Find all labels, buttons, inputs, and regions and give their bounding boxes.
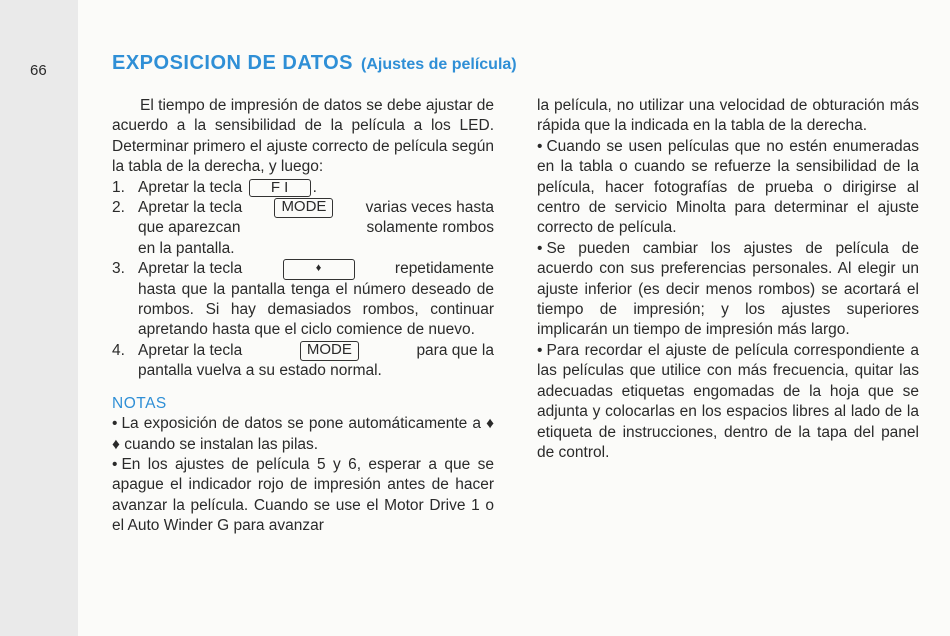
- step-text-cont: en la pantalla.: [138, 239, 235, 257]
- step-text: Apretar la tecla: [138, 341, 243, 359]
- note-text: Se pueden cambiar los ajustes de película de acuerdo con sus preferencias personales. Al elegir un ajuste inferior (es decir menos rombos) se acortará el tiempo de impresión; y los ajustes superiores implicarán un tiempo de impresión más largo.: [537, 239, 919, 339]
- step-text-cont: solamente rombos: [366, 219, 494, 237]
- step-item: [112, 178, 494, 198]
- mode-key: MODE: [274, 198, 333, 218]
- step-number: 4.: [112, 341, 125, 359]
- page-number: 66: [30, 62, 47, 79]
- page-title: [112, 52, 517, 75]
- note-text: En los ajustes de película 5 y 6, esperar a que se apague el indicador rojo de impresión antes de hacer avanzar la película. Cuando se use el Motor Drive 1 o el Auto Winder G para avanzar: [112, 455, 494, 535]
- bullet-dot-icon: •: [537, 341, 543, 359]
- bullet-dot-icon: •: [537, 239, 543, 257]
- mode-key: MODE: [300, 341, 359, 361]
- step-line: [138, 198, 494, 218]
- note-item: [112, 414, 494, 455]
- note-text: Cuando se usen películas que no estén enumeradas en la tabla o cuando se refuerze la sensibilidad de la película, hacer fotografías de prueba o dirigirse al centro de servicio Minolta para determinar el ajuste correcto de película.: [537, 137, 919, 237]
- note-item: [112, 455, 494, 537]
- continuation-paragraph: la película, no utilizar una velocidad de obturación más rápida que la indicada en la tabla de la derecha.: [537, 97, 919, 135]
- step-number: 3.: [112, 260, 125, 278]
- step-text-after: varias veces hasta: [365, 199, 494, 217]
- steps-list: [112, 178, 494, 382]
- note-text: Para recordar el ajuste de película correspondiente a las películas que utilice con más frecuencia, quitar las adecuadas etiquetas engomadas de la hoja que se adjunta y colocarlas en los espacios libres al lado de la etiqueta de instrucciones, dentro de la tapa del panel de control.: [537, 341, 919, 461]
- step-line: [138, 259, 494, 279]
- right-column: [537, 96, 919, 463]
- step-text: Apretar la tecla: [138, 178, 243, 196]
- step-line: [138, 218, 494, 238]
- note-item: [537, 341, 919, 463]
- binding-margin: [0, 0, 78, 636]
- bullet-dot-icon: •: [112, 415, 118, 433]
- step-item: [112, 198, 494, 259]
- bullet-dot-icon: •: [112, 455, 118, 473]
- step-item: [112, 259, 494, 341]
- note-item: [537, 137, 919, 239]
- diamond-key: ♦: [283, 259, 355, 279]
- step-text-cont: hasta que la pantalla tenga el número deseado de rombos. Si hay demasiados rombos, continuar apretando hasta que el ciclo comience de nuevo.: [138, 280, 494, 339]
- title-subtitle: (Ajustes de película): [361, 56, 517, 73]
- notes-heading: NOTAS: [112, 394, 167, 412]
- note-text: La exposición de datos se pone automáticamente a ♦ ♦ cuando se instalan las pilas.: [112, 415, 494, 453]
- step-text: Apretar la tecla: [138, 199, 243, 217]
- note-item: [537, 239, 919, 341]
- step-text-cont: que aparezcan: [138, 219, 241, 237]
- step-line: [138, 341, 494, 361]
- step-item: [112, 341, 494, 382]
- step-text-after: para que la: [416, 341, 494, 359]
- step-number: 1.: [112, 178, 125, 196]
- step-text-after: repetidamente: [394, 260, 494, 278]
- step-text: Apretar la tecla: [138, 260, 243, 278]
- step-number: 2.: [112, 199, 125, 217]
- bullet-dot-icon: •: [537, 137, 543, 155]
- left-column: [112, 96, 494, 537]
- f1-key: F I: [249, 179, 311, 197]
- step-text-cont: pantalla vuelva a su estado normal.: [138, 362, 382, 380]
- intro-paragraph: El tiempo de impresión de datos se debe ajustar de acuerdo a la sensibilidad de la película a los LED. Determinar primero el ajuste correcto de película según la tabla de la derecha, y luego:: [112, 97, 494, 176]
- step-text-end: .: [312, 178, 317, 196]
- title-main: EXPOSICION DE DATOS: [112, 52, 354, 74]
